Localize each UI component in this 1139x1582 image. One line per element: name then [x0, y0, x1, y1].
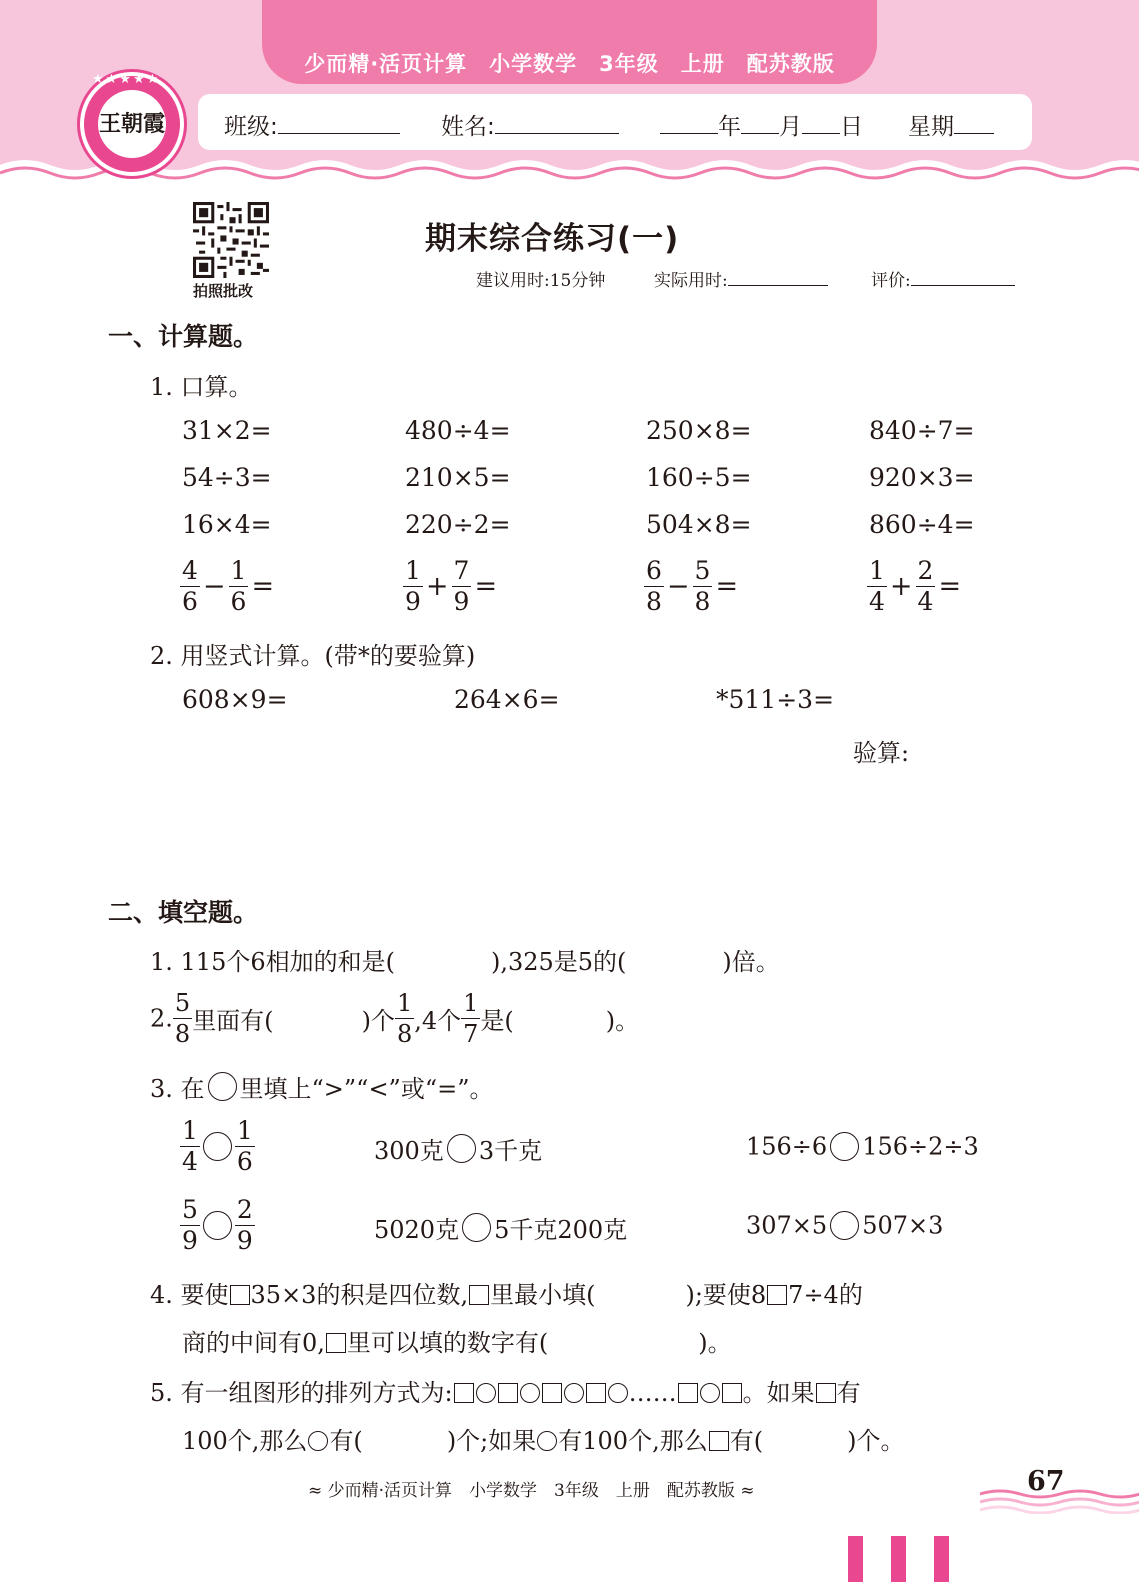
answer-circle[interactable] [447, 1134, 476, 1163]
class-field[interactable] [224, 108, 400, 141]
mental-math-item: 480÷4= [405, 416, 511, 445]
weekday-field[interactable] [908, 108, 994, 141]
mental-math-item: 210×5= [405, 463, 511, 492]
fill-q2: 2. $\frac{5}{8}$ 里面有( )个 $\frac{1}{8}$ ,4个 $\frac{1}{7}$ 是( )。 [150, 989, 640, 1048]
answer-circle[interactable] [462, 1213, 491, 1242]
blank-square-icon [326, 1333, 346, 1353]
name-label: 姓名: [441, 114, 495, 140]
fraction-item: $\frac{1}{4}$ + $\frac{2}{4}$ = [869, 556, 962, 616]
blank-square-icon [230, 1285, 250, 1305]
evaluation-field[interactable] [871, 266, 1015, 291]
circle-icon [537, 1431, 557, 1451]
compare-item: $\frac{5}{9}$ $\frac{2}{9}$ [182, 1195, 253, 1255]
series-title: 少而精·活页计算 小学数学 3年级 上册 配苏教版 [304, 52, 835, 76]
vertical-calc-item: 264×6= [454, 685, 560, 714]
vertical-calc-item: 608×9= [182, 685, 288, 714]
fill-q1: 1. 115个6相加的和是( ),325是5的( )倍。 [150, 948, 780, 976]
q1-label: 1. 口算。 [150, 373, 253, 401]
answer-circle[interactable] [830, 1132, 859, 1161]
class-label: 班级: [224, 114, 278, 140]
fraction-item: $\frac{1}{9}$ + $\frac{7}{9}$ = [405, 556, 498, 616]
fill-q3-label: 3. 在 里填上“>”“<”或“=”。 [150, 1069, 493, 1104]
square-icon [709, 1431, 729, 1451]
evaluation-label: 评价: [871, 271, 911, 291]
q2-label: 2. 用竖式计算。(带*的要验算) [150, 642, 476, 670]
mental-math-item: 504×8= [646, 510, 752, 539]
compare-item: 307×5 507×3 [746, 1211, 944, 1240]
actual-time-field[interactable] [654, 266, 828, 291]
section2-heading: 二、填空题。 [108, 898, 259, 927]
fill-q5-line2: 100个,那么 有( )个;如果 有100个,那么 有( )个。 [182, 1427, 905, 1455]
page-number: 67 [1027, 1466, 1065, 1497]
mental-math-item: 160÷5= [646, 463, 752, 492]
compare-item: $\frac{1}{4}$ $\frac{1}{6}$ [182, 1116, 253, 1176]
blank-square-icon [767, 1285, 787, 1305]
answer-circle[interactable] [830, 1211, 859, 1240]
compare-item: 156÷6 156÷2÷3 [746, 1132, 979, 1161]
month-label: 月 [779, 114, 802, 140]
compare-circle-icon [208, 1072, 237, 1101]
wave-divider [0, 155, 1139, 187]
section1-heading: 一、计算题。 [108, 322, 259, 351]
mental-math-item: 250×8= [646, 416, 752, 445]
actual-time-label: 实际用时: [654, 271, 728, 291]
answer-circle[interactable] [203, 1132, 232, 1161]
mental-math-item: 54÷3= [182, 463, 272, 492]
mental-math-item: 220÷2= [405, 510, 511, 539]
qr-label: 拍照批改 [193, 282, 254, 300]
answer-circle[interactable] [203, 1211, 232, 1240]
mental-math-item: 16×4= [182, 510, 272, 539]
footer-series: ≈ 少而精·活页计算 小学数学 3年级 上册 配苏教版 ≈ [308, 1481, 755, 1501]
square-icon [816, 1383, 836, 1403]
mental-math-item: 920×3= [869, 463, 975, 492]
check-label: 验算: [853, 739, 910, 767]
day-label: 日 [840, 114, 863, 140]
logo-stars-icon: ★★★★★ [92, 72, 161, 87]
year-label: 年 [718, 114, 741, 140]
qr-code-icon[interactable] [193, 202, 269, 278]
date-field[interactable] [660, 108, 863, 141]
fraction-item: $\frac{4}{6}$ − $\frac{1}{6}$ = [182, 556, 275, 616]
logo-text: 王朝霞 [98, 90, 166, 158]
circle-icon [308, 1431, 328, 1451]
page-title: 期末综合练习(一) [425, 221, 680, 257]
vertical-calc-item: *511÷3= [716, 685, 835, 714]
fill-q5-line1: 5. 有一组图形的排列方式为: …… 。如果 有 [150, 1379, 861, 1407]
name-field[interactable] [441, 108, 619, 141]
brand-logo [80, 72, 184, 176]
mental-math-item: 860÷4= [869, 510, 975, 539]
compare-item: 5020克 5千克200克 [374, 1210, 627, 1245]
fill-q4-line1: 4. 要使 35×3的积是四位数, 里最小填( );要使8 7÷4的 [150, 1281, 863, 1309]
compare-item: 300克 3千克 [374, 1131, 542, 1166]
suggested-time: 建议用时:15分钟 [476, 271, 606, 291]
blank-square-icon [469, 1285, 489, 1305]
weekday-label: 星期 [908, 114, 954, 140]
fill-q4-line2: 商的中间有0, 里可以填的数字有( )。 [182, 1329, 732, 1357]
fraction-item: $\frac{6}{8}$ − $\frac{5}{8}$ = [646, 556, 739, 616]
mental-math-item: 31×2= [182, 416, 272, 445]
mental-math-item: 840÷7= [869, 416, 975, 445]
